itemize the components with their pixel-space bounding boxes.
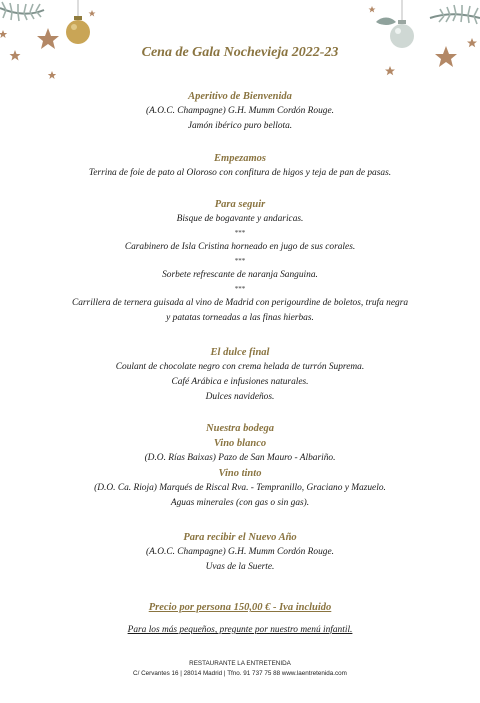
- pine-branch-icon: [0, 2, 44, 21]
- section-heading: Empezamos: [214, 153, 266, 164]
- decoration-left: [0, 0, 120, 85]
- section-heading: El dulce final: [210, 347, 270, 358]
- silver-ornament-icon: [376, 0, 414, 48]
- separator: ***: [234, 229, 246, 237]
- section-para-seguir: [20, 197, 460, 326]
- subheading-vino-blanco: Vino blanco: [213, 438, 267, 449]
- section-dulce-final: [20, 345, 460, 405]
- menu-line: Jamón ibérico puro bellota.: [187, 121, 293, 131]
- gold-ornament-icon: [66, 0, 90, 44]
- section-aperitivo: [20, 89, 460, 134]
- menu-line: Coulant de chocolate negro con crema helada de turrón Suprema.: [115, 362, 365, 372]
- menu-line: Bisque de bogavante y andaricas.: [176, 214, 304, 224]
- footer: [0, 659, 480, 679]
- kids-menu-note: Para los más pequeños, pregunte por nuestro menú infantil.: [127, 625, 353, 635]
- menu-line: Terrina de foie de pato al Oloroso con confitura de higos y teja de pan de pasas.: [88, 168, 392, 178]
- menu-line: Dulces navideños.: [205, 392, 275, 402]
- price-per-person: Precio por persona 150,00 € - Iva incluido: [148, 602, 332, 613]
- restaurant-name: RESTAURANTE LA ENTRETENIDA: [189, 660, 291, 667]
- section-empezamos: [20, 151, 460, 181]
- decoration-right: [360, 0, 480, 85]
- subheading-vino-tinto: Vino tinto: [218, 468, 262, 479]
- menu-line: (D.O. Ca. Rioja) Marqués de Riscal Rva. - Tempranillo, Graciano y Mazuelo.: [94, 483, 386, 493]
- menu-line: Carabinero de Isla Cristina horneado en jugo de sus corales.: [124, 242, 356, 252]
- menu-line: (A.O.C. Champagne) G.H. Mumm Cordón Rouge.: [146, 106, 334, 116]
- menu-line: y patatas torneadas a las finas hierbas.: [166, 313, 314, 323]
- menu-line: Sorbete refrescante de naranja Sanguina.: [162, 270, 318, 280]
- restaurant-address: C/ Cervantes 16 | 28014 Madrid | Tfno. 91 737 75 88 www.laentretenida.com: [133, 670, 347, 677]
- section-heading: Nuestra bodega: [206, 423, 274, 434]
- separator: ***: [234, 257, 246, 265]
- kids-note-wrap: [20, 619, 460, 637]
- menu-line: Café Arábica e infusiones naturales.: [171, 377, 309, 387]
- menu-title: Cena de Gala Nochevieja 2022-23: [141, 45, 339, 60]
- section-heading: Para recibir el Nuevo Año: [183, 532, 297, 543]
- separator: ***: [234, 285, 246, 293]
- section-nuevo-ano: [20, 530, 460, 575]
- menu-line: (A.O.C. Champagne) G.H. Mumm Cordón Rouge.: [146, 547, 334, 557]
- pine-branch-icon: [430, 5, 480, 24]
- menu-line: Carrillera de ternera guisada al vino de Madrid con perigourdine de boletos, trufa negra: [71, 298, 409, 308]
- star-icon: [369, 6, 478, 75]
- menu-line: Uvas de la Suerte.: [205, 562, 275, 572]
- menu-line: (D.O. Rías Baixas) Pazo de San Mauro - Albariño.: [144, 453, 336, 463]
- menu-line: Aguas minerales (con gas o sin gas).: [170, 498, 310, 508]
- section-heading: Para seguir: [214, 199, 266, 210]
- section-bodega: [20, 421, 460, 511]
- section-heading: Aperitivo de Bienvenida: [188, 91, 292, 102]
- price-line-wrap: [20, 597, 460, 615]
